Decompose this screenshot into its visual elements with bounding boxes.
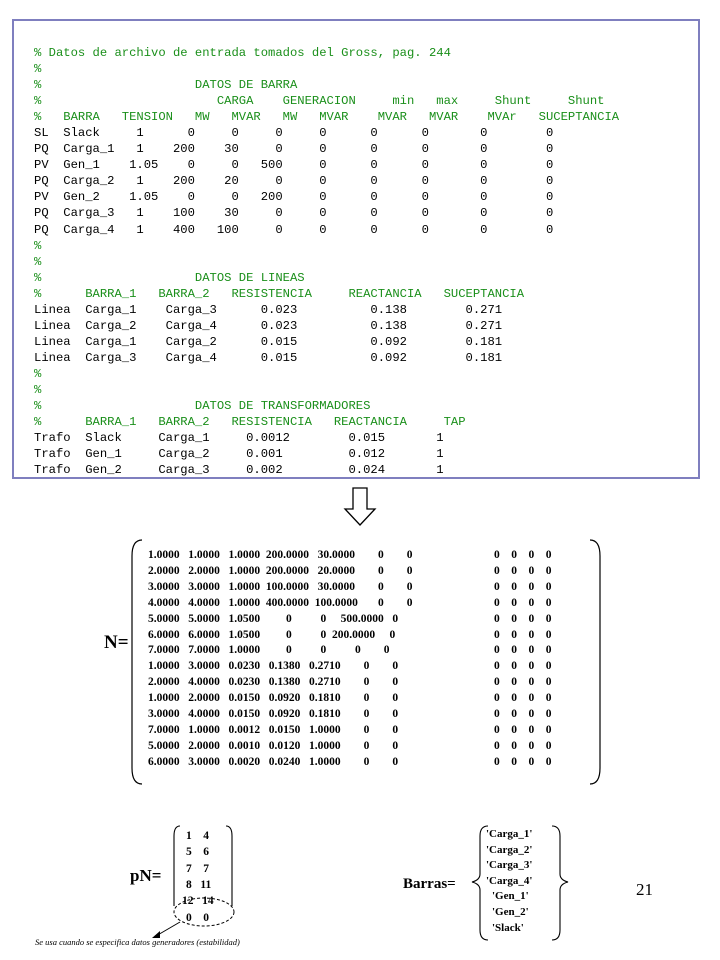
data-line: PV Gen_2 1.05 0 0 200 0 0 0 0 0	[34, 190, 554, 205]
matrix-n-label: N=	[104, 632, 129, 653]
matrix-n-row: 1.0000 2.0000 0.0150 0.0920 0.1810 0 0	[148, 692, 399, 705]
data-line: Trafo Gen_1 Carga_2 0.001 0.012 1	[34, 447, 444, 462]
comment-line: % Datos de archivo de entrada tomados del Gross, pag. 244	[34, 46, 451, 60]
barras-item: 'Gen_2'	[492, 906, 529, 918]
matrix-n-zero-cols: 0 0 0 0	[494, 644, 552, 657]
matrix-n-zero-cols: 0 0 0 0	[494, 660, 552, 673]
input-file-listing	[12, 19, 700, 479]
matrix-n-row: 2.0000 2.0000 1.0000 200.0000 20.0000 0 0	[148, 564, 413, 577]
barras-item: 'Carga_1'	[486, 828, 533, 840]
matrix-n-zero-cols: 0 0 0 0	[494, 628, 552, 641]
matrix-pn-row: 1 4	[186, 830, 209, 842]
matrix-n-zero-cols: 0 0 0 0	[494, 549, 552, 561]
matrix-n-row: 1.0000 1.0000 1.0000 200.0000 30.0000 0 0	[148, 549, 413, 561]
comment-line: % BARRA_1 BARRA_2 RESISTENCIA REACTANCIA SUCEPTANCIA	[34, 286, 525, 301]
barras-item: 'Carga_4'	[486, 874, 533, 887]
data-line: Linea Carga_3 Carga_4 0.015 0.092 0.181	[34, 350, 503, 365]
comment-line: %	[34, 238, 42, 253]
matrix-n-zero-cols: 0 0 0 0	[494, 708, 552, 720]
matrix-n-zero-cols: 0 0 0 0	[494, 596, 552, 609]
barras-label: Barras=	[403, 876, 456, 892]
data-line: PQ Carga_4 1 400 100 0 0 0 0 0 0	[34, 222, 554, 237]
data-line: Linea Carga_1 Carga_3 0.023 0.138 0.271	[34, 302, 503, 317]
matrix-n-zero-cols: 0 0 0 0	[494, 739, 552, 752]
data-line: SL Slack 1 0 0 0 0 0 0 0 0	[34, 126, 554, 141]
comment-line: %	[34, 254, 42, 269]
comment-line: %	[34, 62, 42, 77]
data-line: Linea Carga_2 Carga_4 0.023 0.138 0.271	[34, 318, 503, 333]
down-arrow-icon	[343, 487, 377, 527]
code-text	[34, 45, 619, 478]
comment-line: %	[34, 366, 42, 381]
matrix-n-row: 5.0000 2.0000 0.0010 0.0120 1.0000 0 0	[148, 739, 399, 752]
matrix-n-row: 4.0000 4.0000 1.0000 400.0000 100.0000 0 0	[148, 596, 413, 609]
matrix-n-zero-cols: 0 0 0 0	[494, 755, 552, 768]
matrix-n-zero-cols: 0 0 0 0	[494, 564, 552, 577]
data-line: Trafo Gen_2 Carga_3 0.002 0.024 1	[34, 463, 444, 478]
matrix-n-zero-cols: 0 0 0 0	[494, 723, 552, 736]
matrix-n-zero-cols: 0 0 0 0	[494, 580, 552, 593]
matrix-pn-row: 5 6	[186, 846, 209, 859]
matrix-n-zero-cols: 0 0 0 0	[494, 676, 552, 689]
matrix-n-row: 1.0000 3.0000 0.0230 0.1380 0.2710 0 0	[148, 660, 399, 673]
matrix-n-row: 6.0000 6.0000 1.0500 0 0 200.0000 0	[148, 628, 396, 641]
data-line: PQ Carga_1 1 200 30 0 0 0 0 0 0	[34, 142, 554, 157]
comment-line: % DATOS DE BARRA	[34, 78, 298, 93]
page-number: 21	[636, 880, 653, 899]
matrix-n-zero-cols: 0 0 0 0	[494, 692, 552, 705]
data-line: Linea Carga_1 Carga_2 0.015 0.092 0.181	[34, 334, 503, 349]
matrix-n-row: 2.0000 4.0000 0.0230 0.1380 0.2710 0 0	[148, 676, 399, 689]
comment-line: % DATOS DE LINEAS	[34, 270, 305, 285]
matrix-pn-label: pN=	[130, 866, 162, 885]
data-line: PQ Carga_2 1 200 20 0 0 0 0 0 0	[34, 174, 554, 189]
matrix-pn-row: 7 7	[186, 862, 209, 875]
matrix-n-zero-cols: 0 0 0 0	[494, 612, 552, 625]
comment-line: % BARRA TENSION MW MVAR MW MVAR MVAR MVAR MVAr SUCEPTANCIA	[34, 110, 620, 125]
matrix-n-row: 7.0000 7.0000 1.0000 0 0 0 0	[148, 644, 390, 657]
barras-item: 'Carga_2'	[486, 843, 533, 856]
comment-line: % CARGA GENERACION min max Shunt Shunt	[34, 94, 605, 109]
matrix-n-row: 7.0000 1.0000 0.0012 0.0150 1.0000 0 0	[148, 723, 399, 736]
barras-item: 'Slack'	[492, 921, 524, 934]
data-line: PQ Carga_3 1 100 30 0 0 0 0 0 0	[34, 206, 554, 221]
matrix-n-row: 3.0000 4.0000 0.0150 0.0920 0.1810 0 0	[148, 708, 399, 720]
data-line: Trafo Slack Carga_1 0.0012 0.015 1	[34, 431, 444, 446]
barras-item: 'Gen_1'	[492, 890, 529, 903]
comment-line: % DATOS DE TRANSFORMADORES	[34, 399, 371, 414]
pn-note: Se usa cuando se especifica datos generadores (estabilidad)	[35, 937, 240, 947]
comment-line: %	[34, 382, 42, 397]
matrix-pn-row: 12 14	[182, 895, 214, 908]
barras-item: 'Carga_3'	[486, 859, 533, 872]
matrix-pn-row: 8 11	[186, 878, 212, 891]
comment-line: % BARRA_1 BARRA_2 RESISTENCIA REACTANCIA TAP	[34, 415, 466, 430]
matrix-n-row: 3.0000 3.0000 1.0000 100.0000 30.0000 0 0	[148, 580, 413, 593]
matrix-n-row: 5.0000 5.0000 1.0500 0 0 500.0000 0	[148, 612, 399, 625]
matrix-n-row: 6.0000 3.0000 0.0020 0.0240 1.0000 0 0	[148, 755, 399, 768]
matrix-pn-row: 0 0	[186, 911, 209, 924]
data-line: PV Gen_1 1.05 0 0 500 0 0 0 0 0	[34, 158, 554, 173]
